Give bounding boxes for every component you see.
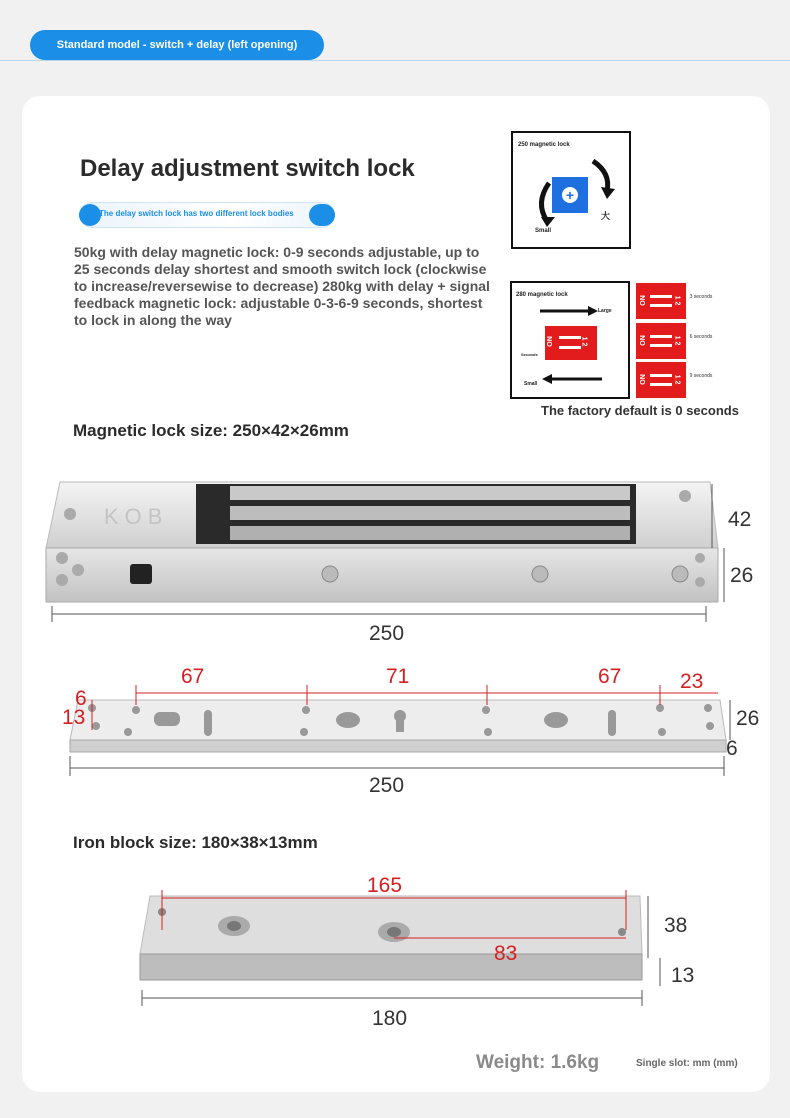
weight-label: Weight: 1.6kg [476,1052,600,1073]
diagram-250-title: 250 magnetic lock [518,142,570,148]
lock-size-label: Magnetic lock size: 250×42×26mm [73,421,349,440]
iron-dim-13: 13 [671,964,695,987]
diagram-250-small: Small [535,228,552,234]
plate-dim-13: 13 [62,706,86,729]
diagram-280-large: Large [598,308,612,314]
plate-dim-23: 23 [680,670,704,693]
diagram-250-large: 大 [601,211,611,221]
switch-nums: 1 2 [673,374,681,385]
model-banner-label: Standard model - switch + delay (left opening) [56,39,298,51]
dip-on-label: ON [546,336,554,347]
lock-brand: KOB [104,504,169,529]
iron-length-dim: 180 [372,1007,408,1030]
switch-label-9s: 9 seconds [689,373,713,379]
unit-label: Single slot: mm (mm) [636,1058,738,1069]
plate-dim-6-thick: 6 [726,737,738,760]
pill-text: The delay switch lock has two different lock bodies [99,209,294,218]
switch-label-3s: 3 seconds [689,294,713,300]
iron-dim-83: 83 [494,942,518,965]
lock-height-dim: 42 [728,508,752,531]
switch-label-6s: 6 seconds [689,334,713,340]
switch-on-label: ON [639,295,647,306]
diagram-280-small: Small [524,381,538,387]
plate-dim-67-left: 67 [181,665,205,688]
delay-description: 50kg with delay magnetic lock: 0-9 seconds adjustable, up to 25 seconds delay shortest and smooth switch lock (clockwise to increase/reversewise to decrease) 280kg with delay + signal feedback magnetic lock: adjustable 0-3-6-9 seconds, shortest to lock in along the way [74,244,490,328]
plate-dim-26: 26 [736,707,760,730]
factory-default-note: The factory default is 0 seconds [541,403,739,418]
section-title: Delay adjustment switch lock [80,155,415,182]
lock-depth-dim: 26 [730,564,754,587]
diagram-280-seconds: Seconds [521,352,538,357]
iron-dim-165: 165 [367,874,403,897]
plate-length-dim: 250 [369,774,405,797]
diagram-280-title: 280 magnetic lock [516,292,568,298]
plate-dim-67-right: 67 [598,665,622,688]
plate-dim-71: 71 [386,665,410,688]
dip-nums: 1 2 [580,336,588,347]
switch-on-label: ON [639,374,647,385]
plus-icon: + [562,187,578,203]
switch-nums: 1 2 [673,295,681,306]
switch-on-label: ON [639,335,647,346]
iron-dim-38: 38 [664,914,688,937]
iron-size-label: Iron block size: 180×38×13mm [73,833,318,852]
plate-dim-6: 6 [75,687,87,710]
lock-length-dim: 250 [369,622,405,645]
switch-nums: 1 2 [673,335,681,346]
